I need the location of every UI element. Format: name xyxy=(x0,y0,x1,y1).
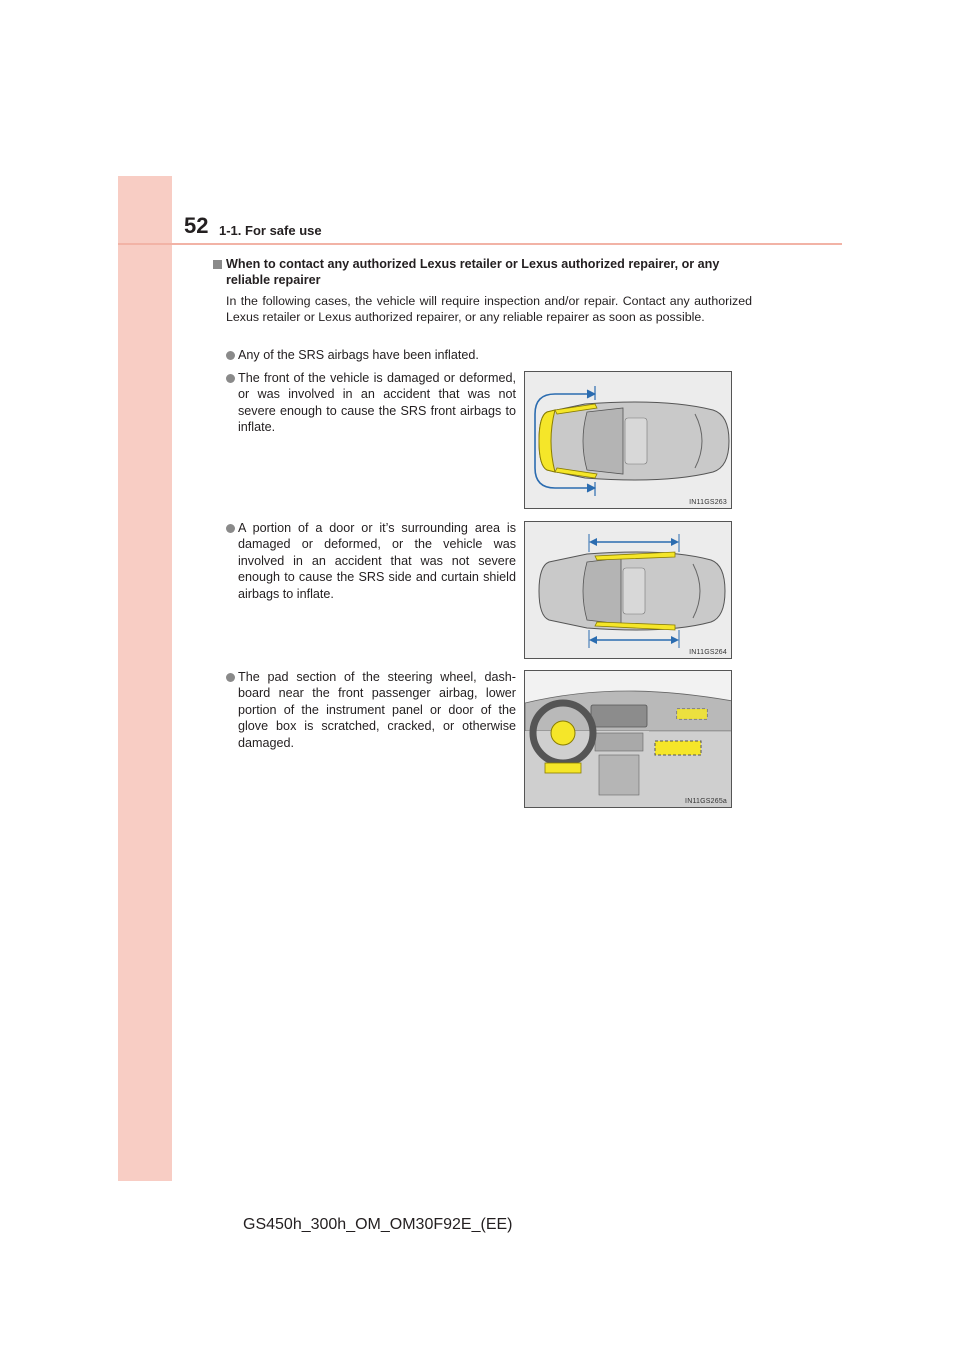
section-title: 1-1. For safe use xyxy=(219,223,322,238)
header-rule xyxy=(118,243,842,245)
page-number: 52 xyxy=(184,213,209,238)
round-bullet-icon xyxy=(226,673,235,682)
square-bullet-icon xyxy=(213,260,222,269)
figure-code: IN11GS265a xyxy=(685,798,727,805)
figure-dashboard xyxy=(524,670,732,808)
figure-front-damage xyxy=(524,371,732,509)
figure-code: IN11GS263 xyxy=(689,499,727,506)
section-heading-text: When to contact any authorized Lexus retailer or Lexus authorized repairer, or any reliable repairer xyxy=(226,257,720,287)
dashboard-illustration xyxy=(525,671,732,808)
list-item xyxy=(226,370,516,436)
figure-code: IN11GS264 xyxy=(689,649,727,656)
list-item-text: A portion of a door or it’s surrounding area is damaged or deformed, or the vehicle was involved in an accident that was not severe enough to cause the SRS side and curtain shield airbags to inflate. xyxy=(238,521,516,601)
list-item-text: The pad section of the steering wheel, dash-board near the front passenger airbag, lower portion of the instrument panel or door of the glove box is scratched, cracked, or otherwise damaged. xyxy=(238,670,516,750)
footer-model-code: GS450h_300h_OM_OM30F92E_(EE) xyxy=(243,1216,513,1233)
round-bullet-icon xyxy=(226,524,235,533)
car-top-view-front-illustration xyxy=(525,372,732,509)
section-heading xyxy=(212,256,752,288)
round-bullet-icon xyxy=(226,374,235,383)
list-item xyxy=(226,347,746,363)
intro-paragraph: In the following cases, the vehicle will require inspection and/or repair. Contact any authorized Lexus retailer or Lexus authorized repairer, or any reliable repairer as soon as possible. xyxy=(226,294,752,324)
side-tab xyxy=(118,176,172,1181)
round-bullet-icon xyxy=(226,351,235,360)
figure-side-damage xyxy=(524,521,732,659)
list-item-text: Any of the SRS airbags have been inflated. xyxy=(238,348,479,362)
list-item xyxy=(226,669,516,751)
list-item xyxy=(226,520,516,602)
car-top-view-side-illustration xyxy=(525,522,732,659)
list-item-text: The front of the vehicle is damaged or deformed, or was involved in an accident that was not severe enough to cause the SRS front airbags to inflate. xyxy=(238,371,516,435)
section-content xyxy=(212,256,752,325)
